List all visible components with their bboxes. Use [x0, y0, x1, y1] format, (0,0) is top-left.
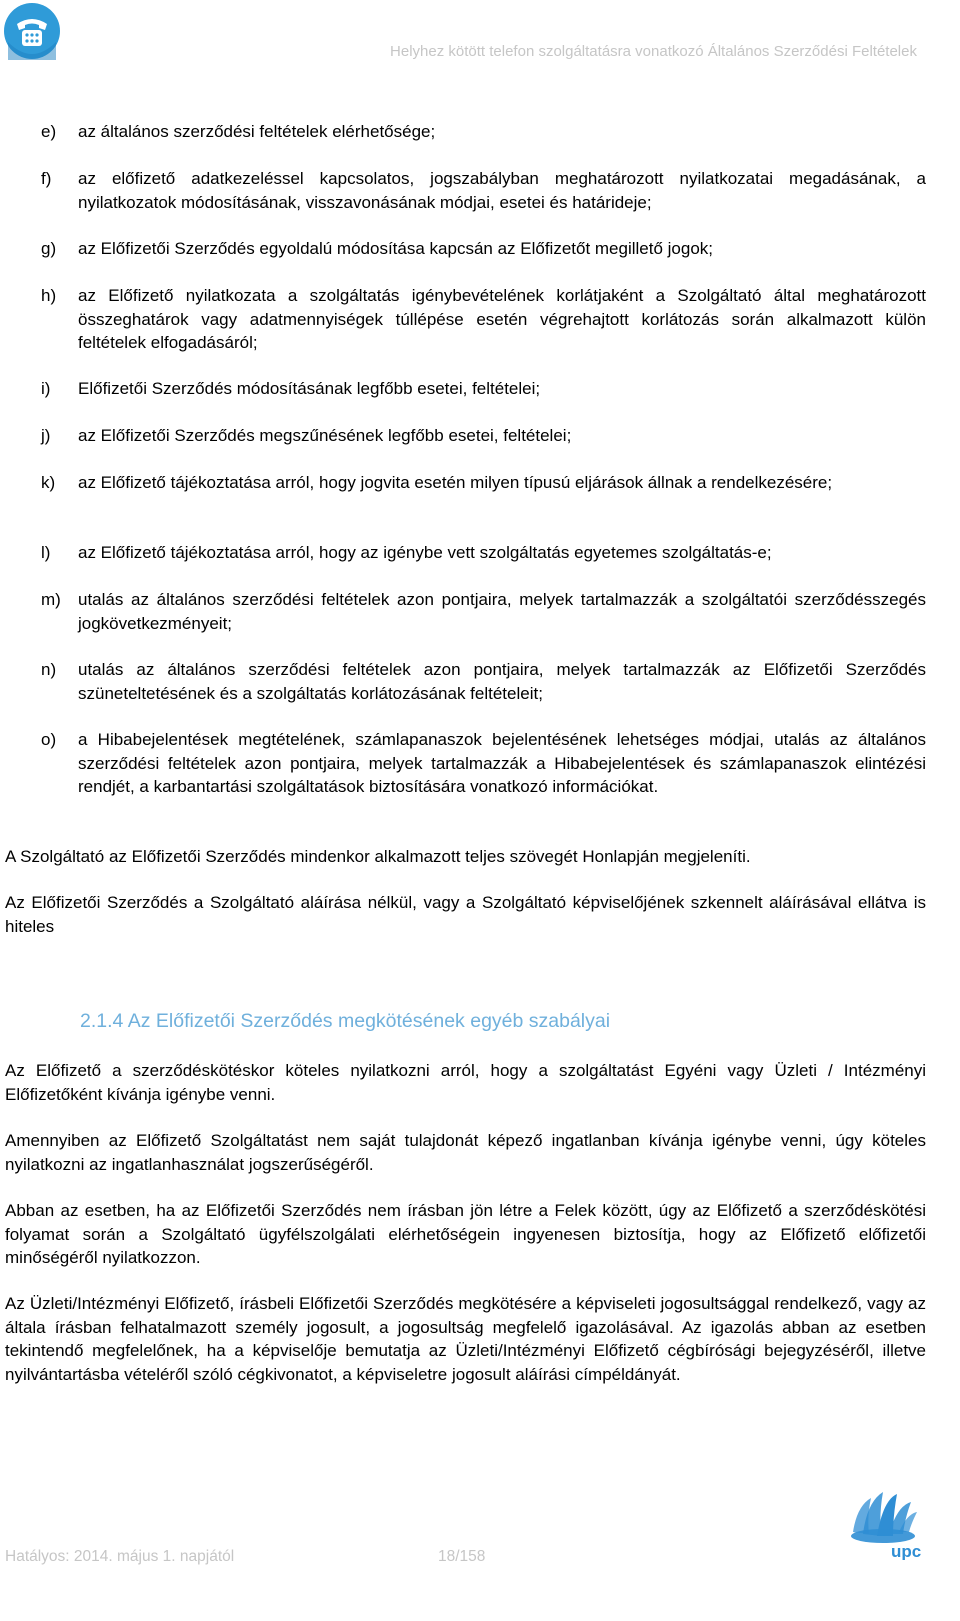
list-item-e [41, 120, 926, 144]
header-title: Helyhez kötött telefon szolgáltatásra vonatkozó Általános Szerződési Feltételek [390, 43, 917, 60]
list-letter: l) [41, 543, 51, 562]
footer-page-number: 18/158 [438, 1548, 486, 1565]
list-letter: k) [41, 473, 56, 492]
paragraph: Az Előfizetői Szerződés a Szolgáltató aláírása nélkül, vagy a Szolgáltató képviselőjének szkennelt aláírásával ellátva is hiteles [5, 893, 926, 936]
list-item-i [41, 377, 926, 401]
list-text: az Előfizető tájékoztatása arról, hogy az igénybe vett szolgáltatás egyetemes szolgáltatás-e; [78, 543, 772, 562]
list-letter: f) [41, 169, 52, 188]
footer-effective-date: Hatályos: 2014. május 1. napjától [5, 1548, 235, 1565]
list-letter: e) [41, 122, 57, 141]
list-text: utalás az általános szerződési feltételek azon pontjaira, melyek tartalmazzák a szolgáltatói szerződésszegés jogkövetkezményeit; [78, 590, 926, 633]
paragraph: Az Előfizető a szerződéskötéskor köteles nyilatkozni arról, hogy a szolgáltatást Egyéni vagy Üzleti / Intézményi Előfizetőként kívánja igénybe venni. [5, 1061, 926, 1104]
list-item-k [41, 471, 926, 495]
list-item-o [41, 728, 926, 799]
list-letter: i) [41, 379, 51, 398]
paragraph: A Szolgáltató az Előfizetői Szerződés mindenkor alkalmazott teljes szövegét Honlapján megjeleníti. [5, 847, 751, 866]
list-letter: o) [41, 730, 57, 749]
list-item-h [41, 284, 926, 355]
list-item-j [41, 424, 926, 448]
list-text: az általános szerződési feltételek elérhetősége; [78, 122, 436, 141]
list-letter: h) [41, 286, 57, 305]
upc-logo-text: upc [891, 1542, 922, 1560]
paragraph: Abban az esetben, ha az Előfizetői Szerződés nem írásban jön létre a Felek között, úgy az Előfizető a szerződéskötési folyamat során a Szolgáltató ügyfélszolgálati elérhetőségein ingyenesen biztosítja, hogy az Előfizető előfizetői minőségéről nyilatkozzon. [5, 1201, 926, 1267]
list-text: utalás az általános szerződési feltételek azon pontjaira, melyek tartalmazzák az Előfizetői Szerződés szüneteltetésének és a szolgáltatás korlátozásának feltételeit; [78, 660, 926, 703]
paragraph: Amennyiben az Előfizető Szolgáltatást nem saját tulajdonát képező ingatlanban kívánja igénybe venni, úgy köteles nyilatkozni az ingatlanhasználat jogszerűségéről. [5, 1131, 926, 1174]
list-item-m [41, 588, 926, 635]
list-text: az Előfizetői Szerződés megszűnésének legfőbb esetei, feltételei; [78, 426, 572, 445]
phone-logo-icon [3, 2, 61, 60]
list-item-f [41, 167, 926, 214]
paragraph: Az Üzleti/Intézményi Előfizető, írásbeli Előfizetői Szerződés megkötésére a képviseleti jogosultsággal rendelkező, vagy az általa írásban felhatalmazott személy jogosult, a jogosultság megfelelő igazolásával. Az igazolás abban az esetben tekintendő megfelelőnek, ha a képviselője bemutatja az Üzleti/Intézményi Előfizető cégbírósági bejegyzéséről, illetve nyilvántartásba vételéről szóló cégkivonatot, a képviseletre jogosult aláírási címpéldányát. [5, 1294, 926, 1384]
list-text: a Hibabejelentések megtételének, számlapanaszok bejelentésének lehetséges módjai, utalás az általános szerződési feltételek azon pontjaira, melyek tartalmazzák a Hibabejelentések és számlapanaszok elintézési rendjét, a karbantartási szolgáltatások biztosítására vonatkozó információkat. [78, 730, 926, 796]
list-letter: g) [41, 239, 57, 258]
list-letter: n) [41, 660, 57, 679]
list-text: az Előfizetői Szerződés egyoldalú módosítása kapcsán az Előfizetőt megillető jogok; [78, 239, 714, 258]
list-text: az előfizető adatkezeléssel kapcsolatos, jogszabályban meghatározott nyilatkozatai megadásának, a nyilatkozatok módosításának, visszavonásának módjai, esetei és határideje; [78, 169, 926, 212]
list-text: Előfizetői Szerződés módosításának legfőbb esetei, feltételei; [78, 379, 541, 398]
list-item-n [41, 658, 926, 705]
list-text: az Előfizető tájékoztatása arról, hogy jogvita esetén milyen típusú eljárások állnak a rendelkezésére; [78, 473, 833, 492]
list-letter: m) [41, 590, 61, 609]
list-letter: j) [41, 426, 51, 445]
list-item-g [41, 237, 926, 261]
section-heading: 2.1.4 Az Előfizetői Szerződés megkötésének egyéb szabályai [80, 1010, 611, 1032]
upc-logo-icon [843, 1488, 925, 1560]
list-item-l [41, 541, 926, 565]
list-text: az Előfizető nyilatkozata a szolgáltatás igénybevételének korlátjaként a Szolgáltató által meghatározott összeghatárok vagy adatmennyiségek túllépése esetén végrehajtott korlátozás során alkalmazott külön feltételek elfogadásáról; [78, 286, 926, 352]
